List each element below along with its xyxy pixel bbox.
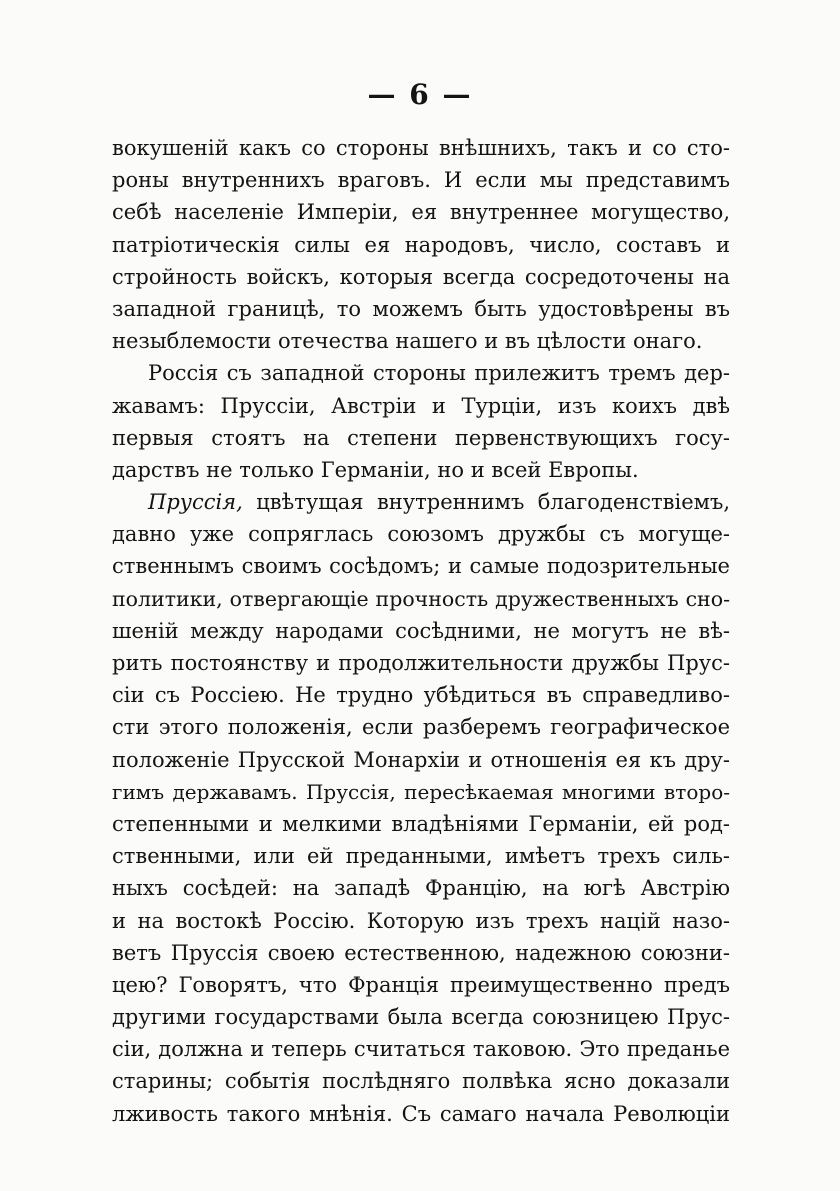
text-line: и на востокѣ Россію. Которую изъ трехъ націй назо- [112, 908, 730, 933]
text-line: степенными и мелкими владѣніями Германіи, ей род- [112, 811, 730, 836]
text-line: вокушеній какъ со стороны внѣшнихъ, такъ и со сто- [112, 136, 730, 160]
text-line: себѣ населеніе Имперіи, ея внутреннее могущество, [112, 200, 730, 225]
text-line: давно уже сопряглась союзомъ дружбы съ могуще- [112, 522, 730, 547]
text-line: шеній между народами сосѣдними, не могутъ не вѣ- [112, 618, 730, 643]
text-line: сіи, должна и теперь считаться таковою. Это преданье [112, 1037, 730, 1062]
text-line: патріотическія силы ея народовъ, число, составъ и [112, 232, 730, 257]
text-line: первыя стоятъ на степени первенствующихъ госу- [112, 425, 730, 450]
text-line: Россія съ западной стороны прилежитъ тремъ дер- [148, 361, 730, 386]
emphasized-word: Пруссія, [148, 490, 243, 515]
text-line: ственнымъ своимъ сосѣдомъ; и самые подозрительные [112, 554, 730, 579]
text-line: ственными, или ей преданными, имѣетъ трехъ силь- [112, 844, 730, 869]
text-line: роны внутреннихъ враговъ. И если мы представимъ [112, 168, 730, 193]
text-line: незыблемости отечества нашего и въ цѣлости онаго. [112, 329, 703, 354]
text-line: рить постоянству и продолжительности дружбы Прус- [112, 651, 730, 675]
page-number: — 6 — [367, 78, 473, 111]
text-line: цею? Говорятъ, что Франція преимущественно предъ [112, 972, 730, 997]
text-line: лживость такого мнѣнія. Съ самаго начала Революціи [112, 1101, 730, 1126]
text-line: ныхъ сосѣдей: на западѣ Францію, на югѣ Австрію [112, 876, 730, 901]
body-text [112, 132, 730, 1130]
text-line-rest: цвѣтущая внутреннимъ благоденствіемъ, [242, 490, 730, 515]
text-line: сти этого положенія, если разберемъ географическое [112, 715, 730, 740]
text-line: дарствъ не только Германіи, но и всей Европы. [112, 457, 639, 482]
text-line: другими государствами была всегда союзницею Прус- [112, 1005, 730, 1030]
text-line: старины; событія послѣдняго полвѣка ясно доказали [112, 1069, 730, 1094]
text-line: ветъ Пруссія своею естественною, надежною союзни- [112, 940, 730, 965]
text-line: гимъ державамъ. Пруссія, пересѣкаемая многими второ- [112, 779, 730, 804]
text-line: стройность войскъ, которыя всегда сосредоточены на [112, 264, 730, 289]
text-line: сіи съ Россіею. Не трудно убѣдиться въ справедливо- [112, 683, 730, 708]
text-line: жавамъ: Пруссіи, Австріи и Турціи, изъ коихъ двѣ [112, 393, 730, 418]
text-line: положеніе Прусской Монархіи и отношенія ея къ дру- [112, 747, 730, 772]
text-line-first [112, 486, 730, 518]
text-line: западной границѣ, то можемъ быть удостовѣрены въ [112, 296, 730, 321]
text-line: политики, отвергающіе прочность дружественныхъ сно- [112, 586, 730, 611]
